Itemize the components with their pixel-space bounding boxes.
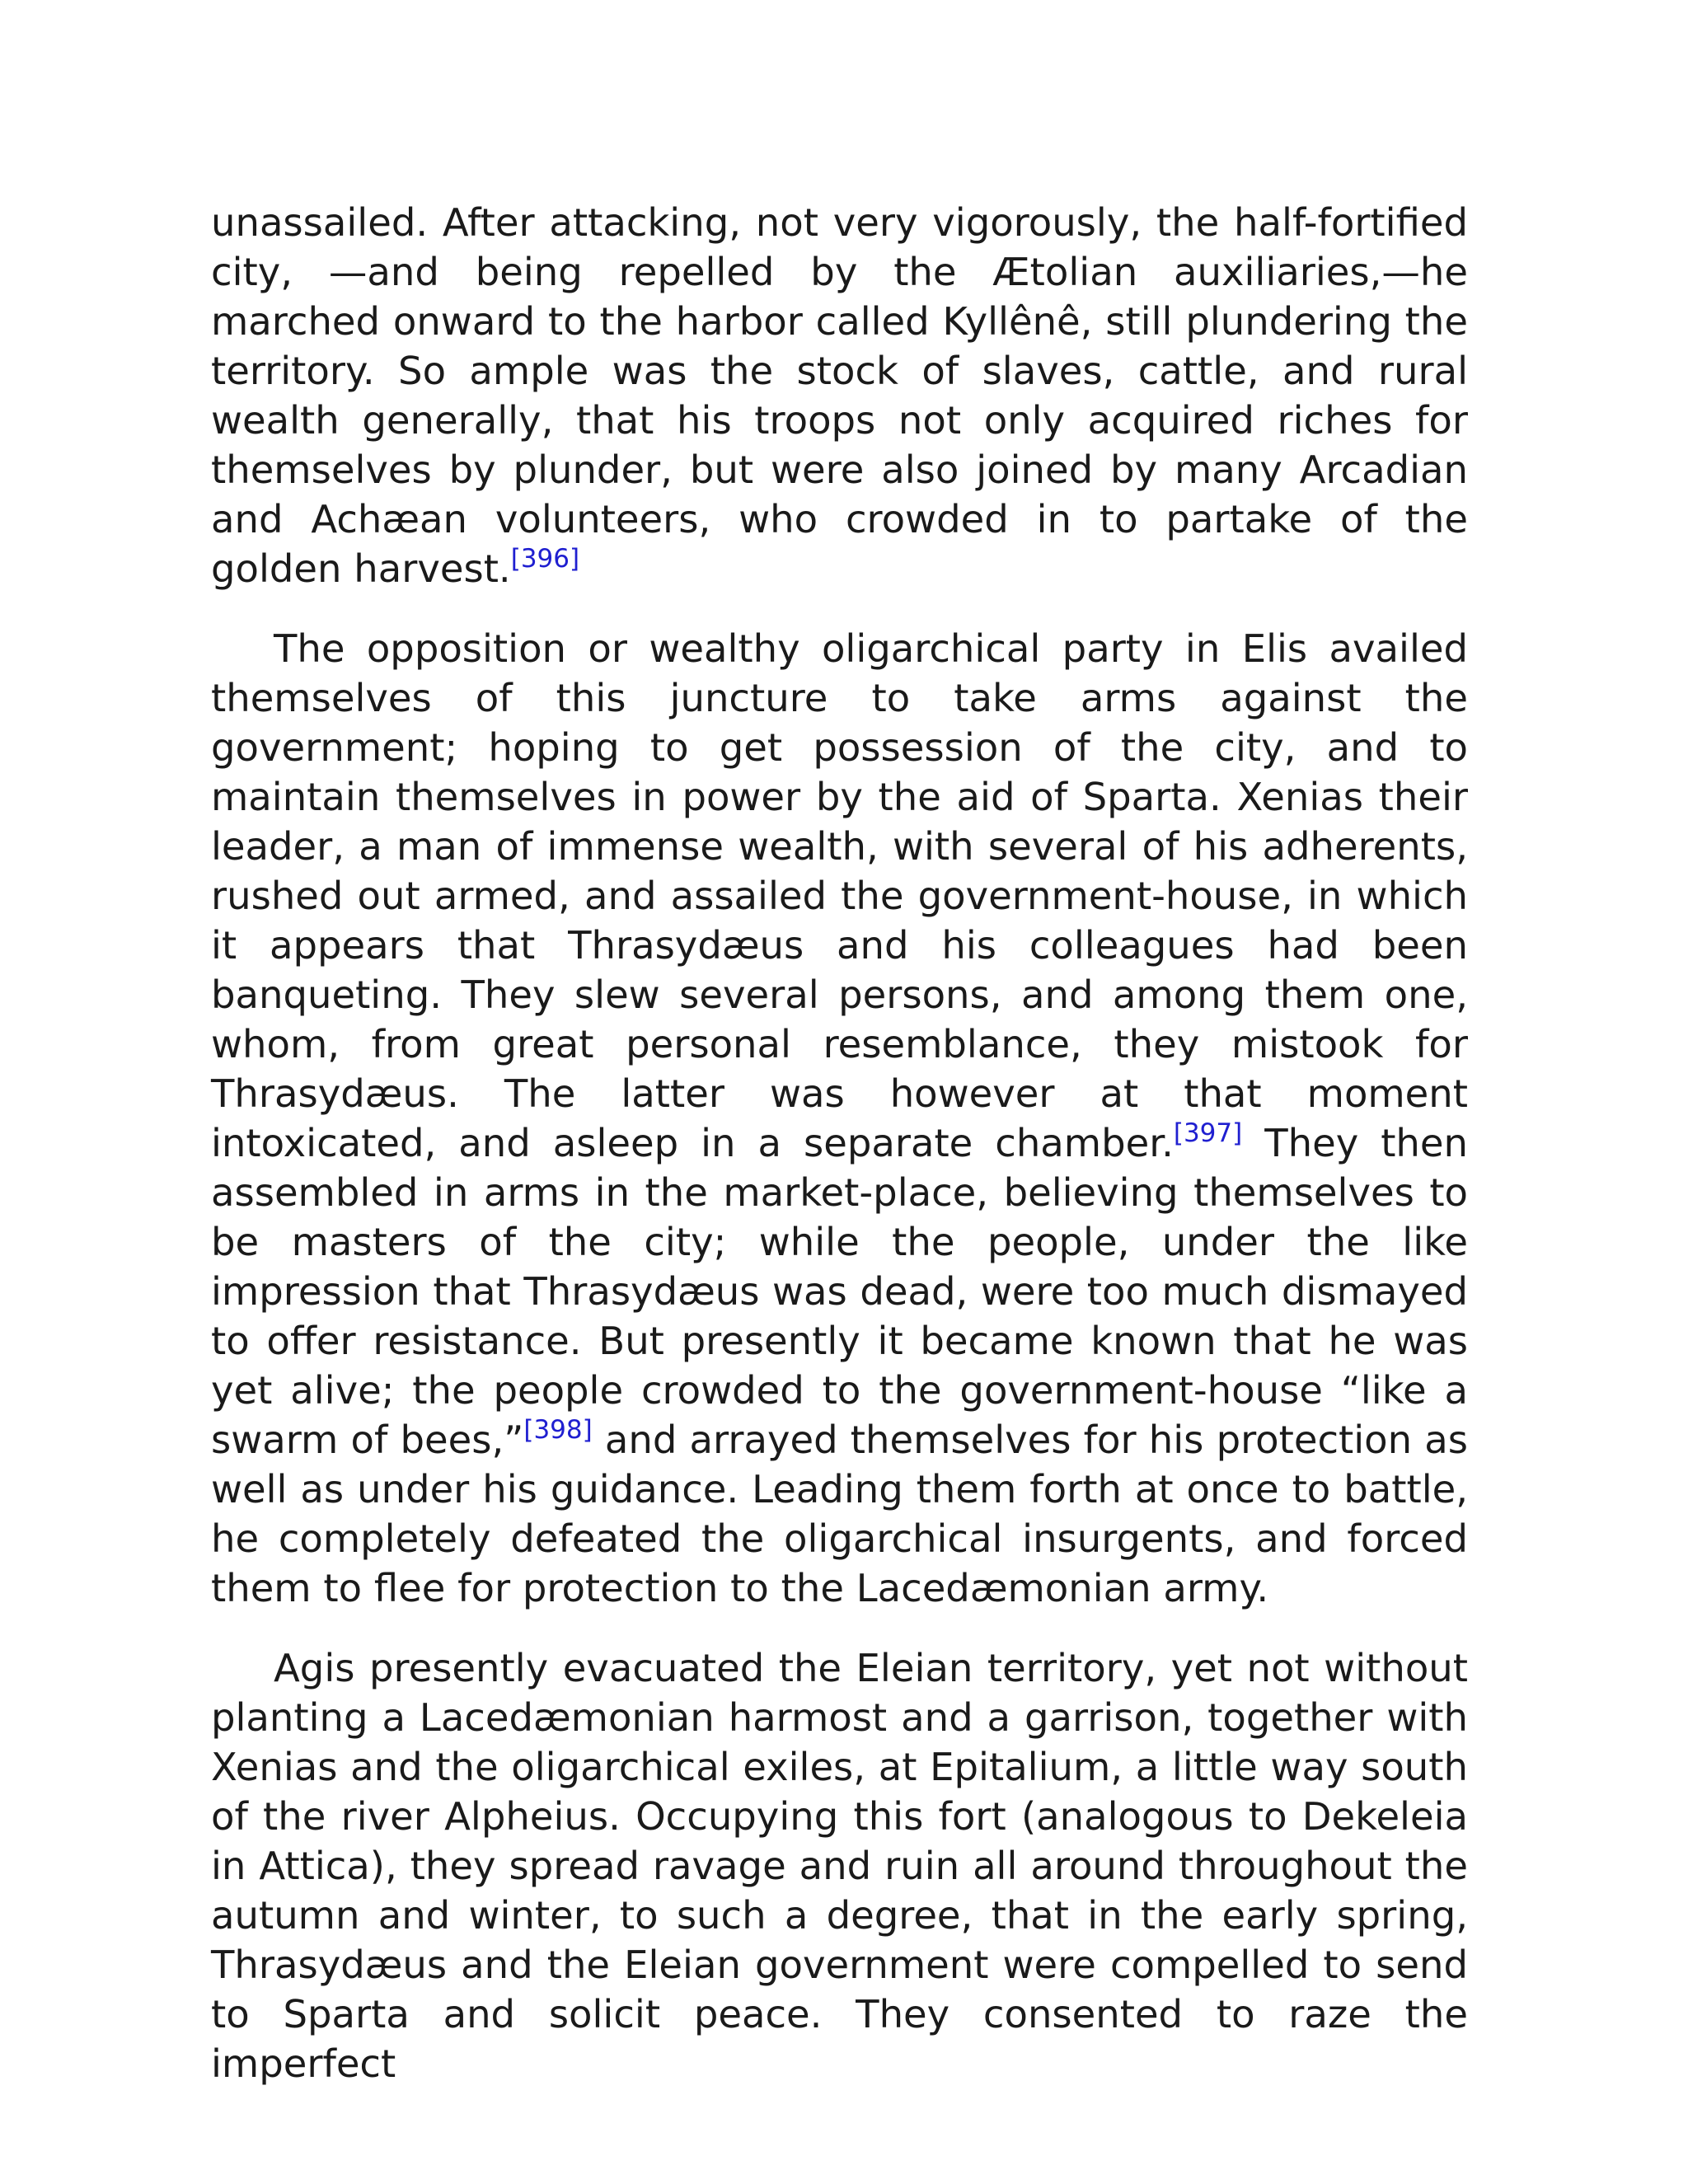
- paragraph-3: [211, 1643, 1468, 2088]
- paragraph-text: and arrayed themselves for his protection as well as under his guidance. Leading them forth at once to battle, he completely defeated the oligarchical insurgents, and forced them to flee for protection to the Lacedæmonian army.: [211, 1418, 1468, 1610]
- paragraph-1: [211, 198, 1468, 593]
- footnote-link-396[interactable]: [396]: [510, 544, 580, 574]
- paragraph-2: [211, 624, 1468, 1613]
- document-page: [211, 198, 1468, 2119]
- paragraph-text: Agis presently evacuated the Eleian territory, yet not without planting a Lacedæmonian harmost and a garrison, together with Xenias and the oligarchical exiles, at Epitalium, a little way south of the river Alpheius. Occupying this fort (analogous to Dekeleia in Attica), they spread ravage and ruin all around throughout the autumn and winter, to such a degree, that in the early spring, Thrasydæus and the Eleian government were compelled to send to Sparta and solicit peace. They consented to raze the imperfect: [211, 1646, 1468, 2086]
- footnote-link-398[interactable]: [398]: [523, 1415, 593, 1445]
- footnote-link-397[interactable]: [397]: [1173, 1118, 1243, 1148]
- paragraph-text: The opposition or wealthy oligarchical party in Elis availed themselves of this juncture to take arms against the government; hoping to get possession of the city, and to maintain themselves in power by the aid of Sparta. Xenias their leader, a man of immense wealth, with several of his adherents, rushed out armed, and assailed the government-house, in which it appears that Thrasydæus and his colleagues had been banqueting. They slew several persons, and among them one, whom, from great personal resemblance, they mistook for Thrasydæus. The latter was however at that moment intoxicated, and asleep in a separate chamber.: [211, 626, 1468, 1165]
- paragraph-text: unassailed. After attacking, not very vigorously, the half-fortified city, —and being repelled by the Ætolian auxiliaries,—he marched onward to the harbor called Kyllênê, still plundering the territory. So ample was the stock of slaves, cattle, and rural wealth generally, that his troops not only acquired riches for themselves by plunder, but were also joined by many Arcadian and Achæan volunteers, who crowded in to partake of the golden harvest.: [211, 200, 1468, 591]
- paragraph-text: They then assembled in arms in the market-place, believing themselves to be masters of the city; while the people, under the like impression that Thrasydæus was dead, were too much dismayed to offer resistance. But presently it became known that he was yet alive; the people crowded to the government-house “like a swarm of bees,”: [211, 1121, 1468, 1462]
